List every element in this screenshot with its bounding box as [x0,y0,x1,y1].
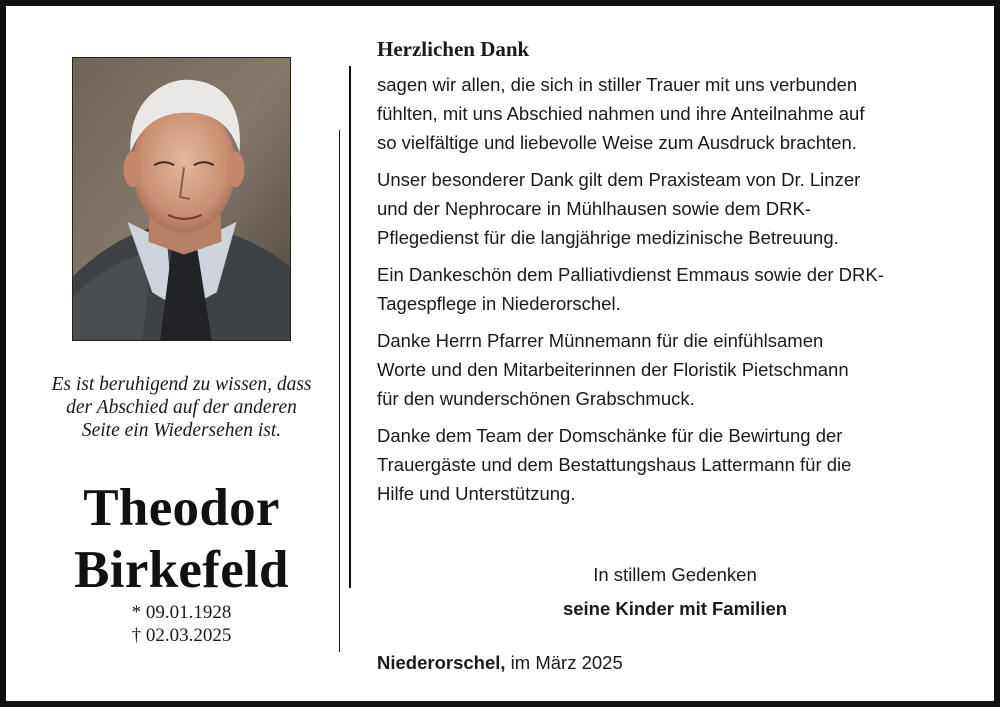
text-line: so vielfältige und liebevolle Weise zum Ausdruck brachten. [377,132,857,153]
text-line: Ein Dankeschön dem Palliativdienst Emmaus sowie der DRK- [377,264,884,285]
quote-line: der Abschied auf der anderen [66,397,297,418]
divider-line [339,130,340,652]
text-line: und der Nephrocare in Mühlhausen sowie dem DRK- [377,198,811,219]
text-line: Pflegedienst für die langjährige medizinische Betreuung. [377,227,839,248]
paragraph [377,70,977,157]
paragraph [377,165,977,252]
divider-line [349,66,351,588]
quote-line: Seite ein Wiedersehen ist. [81,420,282,441]
text-line: Trauergäste und dem Bestattungshaus Lattermann für die [377,454,852,475]
place-name: Niederorschel, [377,652,506,673]
text-line: Unser besonderer Dank gilt dem Praxisteam von Dr. Linzer [377,169,861,190]
quote-line: Es ist beruhigend zu wissen, dass [51,374,312,395]
text-line: Hilfe und Unterstützung. [377,483,576,504]
closing-line: In stillem Gedenken [593,564,757,585]
text-line: Danke dem Team der Domschänke für die Bewirtung der [377,425,843,446]
death-date: † 02.03.2025 [131,625,232,646]
paragraph [377,421,977,508]
text-line: Worte und den Mitarbeiterinnen der Floristik Pietschmann [377,359,849,380]
signature: seine Kinder mit Familien [562,598,788,619]
birth-date: * 09.01.1928 [131,602,232,623]
notice-date: im März 2025 [505,652,623,673]
portrait-image [73,58,290,340]
deceased-first-name: Theodor [83,479,280,537]
deceased-last-name: Birkefeld [74,541,289,599]
memorial-quote [24,373,339,442]
text-line: für den wunderschönen Grabschmuck. [377,388,695,409]
paragraph [377,326,977,413]
text-line: sagen wir allen, die sich in stiller Trauer mit uns verbunden [377,74,858,95]
text-line: fühlten, mit uns Abschied nahmen und ihre Anteilnahme auf [377,103,865,124]
life-dates [24,601,339,647]
notice-heading: Herzlichen Dank [377,37,530,61]
text-line: Danke Herrn Pfarrer Münnemann für die einfühlsamen [377,330,824,351]
text-line: Tagespflege in Niederorschel. [377,293,621,314]
thank-you-text [377,36,977,516]
paragraph [377,260,977,318]
portrait-photo [72,57,291,341]
place-and-date [377,650,623,676]
